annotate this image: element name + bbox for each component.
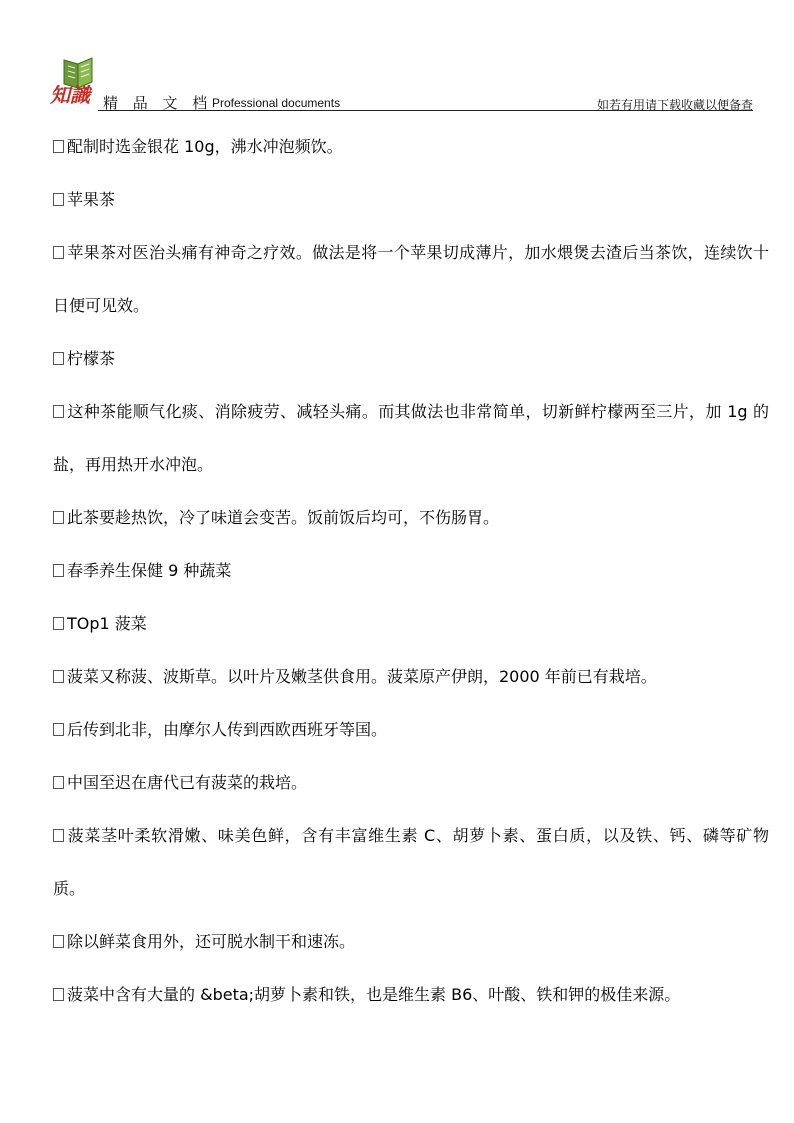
paragraph-text: TOp1 菠菜 <box>67 614 147 633</box>
paragraph-text: 柠檬茶 <box>67 349 116 368</box>
checkbox-glyph-icon <box>53 988 64 1001</box>
checkbox-glyph-icon <box>53 352 64 365</box>
section-heading <box>53 597 769 650</box>
checkbox-glyph-icon <box>53 564 64 577</box>
paragraph <box>53 226 769 332</box>
checkbox-glyph-icon <box>53 405 64 418</box>
header-subtitle: Professional documents <box>212 96 341 110</box>
page-header <box>48 54 753 110</box>
checkbox-glyph-icon <box>53 776 64 789</box>
paragraph-text: 苹果茶 <box>67 190 116 209</box>
checkbox-glyph-icon <box>53 670 64 683</box>
header-divider <box>98 110 753 111</box>
paragraph-text: 菠菜中含有大量的 &beta;胡萝卜素和铁，也是维生素 B6、叶酸、铁和钾的极佳来源。 <box>67 985 681 1004</box>
paragraph <box>53 491 769 544</box>
document-body <box>53 120 769 1021</box>
section-heading <box>53 332 769 385</box>
checkbox-glyph-icon <box>53 193 64 206</box>
checkbox-glyph-icon <box>53 935 64 948</box>
paragraph-text: 春季养生保健 9 种蔬菜 <box>67 561 232 580</box>
svg-text:知識: 知識 <box>50 83 90 106</box>
section-heading <box>53 544 769 597</box>
book-logo-icon <box>48 54 108 106</box>
checkbox-glyph-icon <box>53 511 64 524</box>
paragraph-text: 菠菜茎叶柔软滑嫩、味美色鲜，含有丰富维生素 C、胡萝卜素、蛋白质，以及铁、钙、磷等矿物质。 <box>53 826 769 898</box>
checkbox-glyph-icon <box>53 246 64 259</box>
paragraph <box>53 915 769 968</box>
paragraph <box>53 120 769 173</box>
section-heading <box>53 173 769 226</box>
checkbox-glyph-icon <box>53 617 64 630</box>
paragraph <box>53 385 769 491</box>
paragraph-text: 后传到北非，由摩尔人传到西欧西班牙等国。 <box>67 720 388 739</box>
paragraph <box>53 968 769 1021</box>
paragraph-text: 此茶要趁热饮，冷了味道会变苦。饭前饭后均可，不伤肠胃。 <box>67 508 500 527</box>
checkbox-glyph-icon <box>53 723 64 736</box>
paragraph-text: 除以鲜菜食用外，还可脱水制干和速冻。 <box>67 932 356 951</box>
paragraph-text: 苹果茶对医治头痛有神奇之疗效。做法是将一个苹果切成薄片，加水煨煲去渣后当茶饮，连续饮十日便可见效。 <box>53 243 769 315</box>
paragraph-text: 这种茶能顺气化痰、消除疲劳、减轻头痛。而其做法也非常简单，切新鲜柠檬两至三片，加 1g 的盐，再用热开水冲泡。 <box>53 402 769 474</box>
paragraph <box>53 756 769 809</box>
paragraph <box>53 809 769 915</box>
paragraph-text: 中国至迟在唐代已有菠菜的栽培。 <box>67 773 308 792</box>
checkbox-glyph-icon <box>53 829 64 842</box>
paragraph <box>53 650 769 703</box>
paragraph-text: 菠菜又称菠、波斯草。以叶片及嫩茎供食用。菠菜原产伊朗，2000 年前已有栽培。 <box>67 667 657 686</box>
header-right-note: 如若有用请下载收藏以便备查 <box>596 98 753 112</box>
paragraph <box>53 703 769 756</box>
header-title: 精 品 文 档 <box>103 94 213 112</box>
checkbox-glyph-icon <box>53 140 64 153</box>
paragraph-text: 配制时选金银花 10g，沸水冲泡频饮。 <box>67 137 343 156</box>
